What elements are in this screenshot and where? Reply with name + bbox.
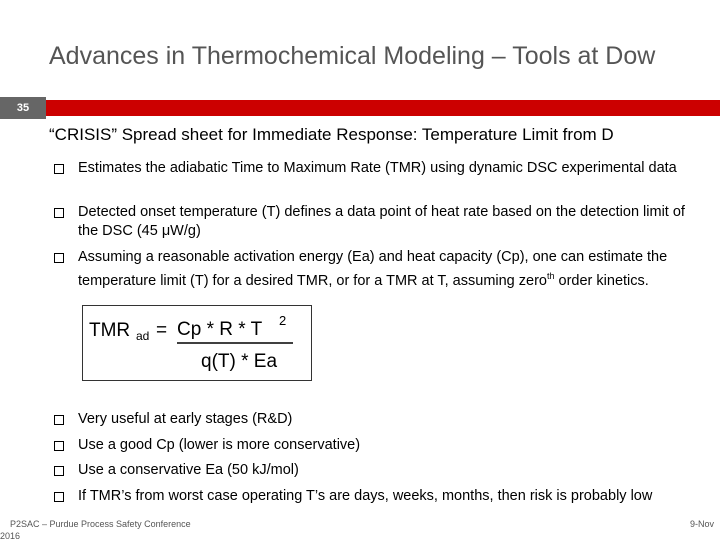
bullet-text-main: Assuming a reasonable activation energy (Ea) and heat capacity (Cp), one can estimate the temperature limit (T) for a desired TMR, or for a TMR at T, assuming zero [78, 249, 668, 289]
slide-subtitle: “CRISIS” Spread sheet for Immediate Response: Temperature Limit from D [49, 125, 614, 144]
bullet-item [52, 248, 692, 290]
bullet-text: Very useful at early stages (R&D) [78, 411, 293, 427]
formula-lhs-subscript: ad [136, 329, 150, 343]
bullet-text: Use a conservative Ea (50 kJ/mol) [78, 462, 299, 478]
bullet-item [52, 410, 692, 429]
bullet-superscript: th [546, 270, 555, 281]
formula-denominator: q(T) * Ea [201, 351, 278, 372]
bullet-item [52, 159, 692, 178]
tmr-formula [83, 306, 311, 380]
slide-number-badge: 35 [0, 97, 46, 119]
footer-date: 9-Nov [689, 519, 714, 529]
checkbox-bullet-icon [54, 492, 64, 502]
bullet-text-end: order kinetics. [554, 272, 649, 289]
checkbox-bullet-icon [54, 415, 64, 425]
bullet-text: Use a good Cp (lower is more conservative) [78, 437, 361, 453]
formula-equals: = [156, 320, 168, 341]
checkbox-bullet-icon [54, 253, 64, 263]
formula-numerator: Cp * R * T [177, 319, 263, 340]
bullet-text: If TMR’s from worst case operating T’s are days, weeks, months, then risk is probably low [78, 488, 653, 504]
bullet-item [52, 203, 692, 240]
bullet-text [78, 248, 692, 290]
bullet-item [52, 487, 692, 506]
tmr-formula-box [82, 305, 312, 381]
bullet-item [52, 436, 692, 455]
bullet-text: Estimates the adiabatic Time to Maximum Rate (TMR) using dynamic DSC experimental data [78, 160, 677, 176]
bullet-item [52, 461, 692, 480]
checkbox-bullet-icon [54, 441, 64, 451]
footer-conference: P2SAC – Purdue Process Safety Conference [10, 519, 191, 529]
checkbox-bullet-icon [54, 164, 64, 174]
formula-numerator-exponent: 2 [279, 313, 287, 328]
footer-year: 2016 [0, 531, 21, 541]
slide-title: Advances in Thermochemical Modeling – Tools at Dow [49, 42, 656, 70]
title-accent-bar [46, 100, 720, 116]
bullet-text: Detected onset temperature (T) defines a data point of heat rate based on the detection limit of the DSC (45 μW/g) [78, 204, 685, 239]
checkbox-bullet-icon [54, 466, 64, 476]
formula-lhs: TMR [89, 320, 131, 341]
checkbox-bullet-icon [54, 208, 64, 218]
